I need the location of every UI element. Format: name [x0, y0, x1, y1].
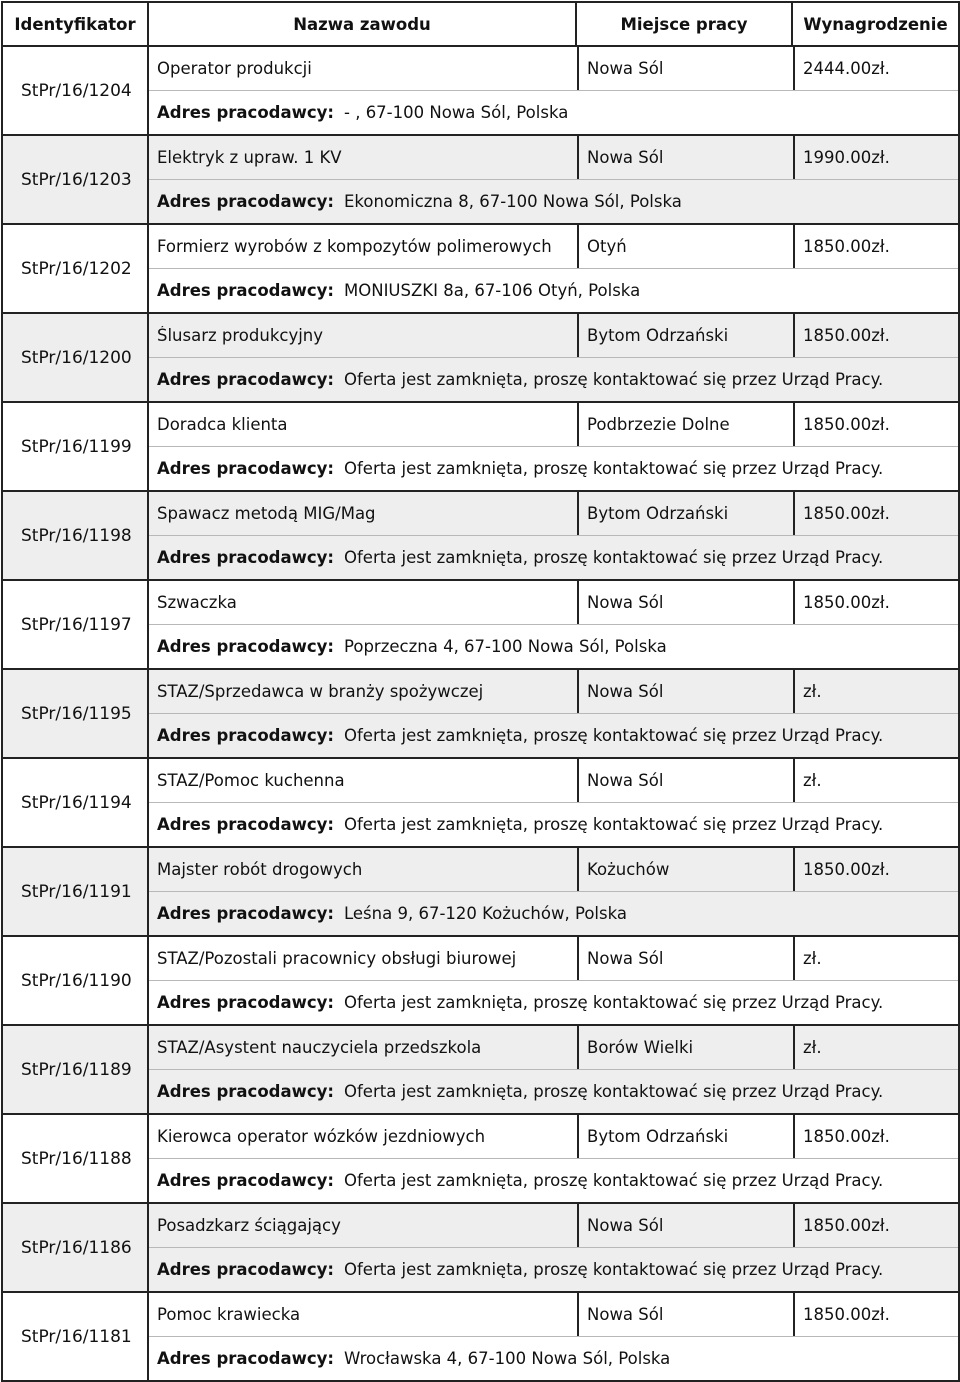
offer-address-line — [149, 1159, 958, 1202]
job-name: Operator produkcji — [157, 59, 312, 78]
address-label: Adres pracodawcy: — [157, 1082, 334, 1101]
job-name: Formierz wyrobów z kompozytów polimerowych — [157, 237, 552, 256]
offer-details — [148, 669, 959, 758]
offer-id: StPr/16/1204 — [2, 46, 148, 135]
table-row — [2, 669, 959, 758]
job-pay: zł. — [793, 937, 822, 980]
offer-main-line — [149, 1026, 958, 1070]
address-label: Adres pracodawcy: — [157, 1349, 334, 1368]
offer-details — [148, 1292, 959, 1381]
offer-main-line — [149, 47, 958, 91]
address-label: Adres pracodawcy: — [157, 281, 334, 300]
job-pay: 1850.00zł. — [793, 492, 890, 535]
job-name: Elektryk z upraw. 1 KV — [157, 148, 342, 167]
offer-details — [148, 580, 959, 669]
job-place: Borów Wielki — [577, 1026, 793, 1069]
job-place: Bytom Odrzański — [577, 492, 793, 535]
employer-address: Oferta jest zamknięta, proszę kontaktować się przez Urząd Pracy. — [344, 548, 884, 567]
offer-address-line — [149, 447, 958, 490]
header-job: Nazwa zawodu — [148, 2, 576, 46]
employer-address: Oferta jest zamknięta, proszę kontaktować się przez Urząd Pracy. — [344, 726, 884, 745]
header-pay: Wynagrodzenie — [792, 2, 959, 46]
offer-main-line — [149, 1293, 958, 1337]
job-place: Nowa Sól — [577, 1293, 793, 1336]
job-name: Ślusarz produkcyjny — [157, 326, 324, 345]
offer-id: StPr/16/1203 — [2, 135, 148, 224]
employer-address: Ekonomiczna 8, 67-100 Nowa Sól, Polska — [344, 192, 682, 211]
table-row — [2, 402, 959, 491]
address-label: Adres pracodawcy: — [157, 1171, 334, 1190]
table-row — [2, 1114, 959, 1203]
job-place: Bytom Odrzański — [577, 314, 793, 357]
offer-details — [148, 1025, 959, 1114]
address-label: Adres pracodawcy: — [157, 103, 334, 122]
address-label: Adres pracodawcy: — [157, 370, 334, 389]
offer-address-line — [149, 269, 958, 312]
offer-main-line — [149, 581, 958, 625]
address-label: Adres pracodawcy: — [157, 904, 334, 923]
table-row — [2, 1203, 959, 1292]
job-place: Otyń — [577, 225, 793, 268]
job-pay: 1850.00zł. — [793, 225, 890, 268]
offer-address-line — [149, 892, 958, 935]
job-pay: 2444.00zł. — [793, 47, 890, 90]
table-row — [2, 46, 959, 135]
job-pay: zł. — [793, 759, 822, 802]
header-id: Identyfikator — [2, 2, 148, 46]
offer-id: StPr/16/1200 — [2, 313, 148, 402]
offer-id: StPr/16/1197 — [2, 580, 148, 669]
job-name: STAZ/Pozostali pracownicy obsługi biurowej — [157, 949, 517, 968]
job-name: Majster robót drogowych — [157, 860, 363, 879]
job-name: Kierowca operator wózków jezdniowych — [157, 1127, 486, 1146]
offer-address-line — [149, 803, 958, 846]
offer-address-line — [149, 358, 958, 401]
address-label: Adres pracodawcy: — [157, 993, 334, 1012]
offer-address-line — [149, 1070, 958, 1113]
employer-address: Oferta jest zamknięta, proszę kontaktować się przez Urząd Pracy. — [344, 815, 884, 834]
job-pay: 1990.00zł. — [793, 136, 890, 179]
offer-details — [148, 224, 959, 313]
job-place: Podbrzezie Dolne — [577, 403, 793, 446]
job-place: Bytom Odrzański — [577, 1115, 793, 1158]
offer-details — [148, 936, 959, 1025]
address-label: Adres pracodawcy: — [157, 1260, 334, 1279]
offer-main-line — [149, 314, 958, 358]
table-row — [2, 580, 959, 669]
offer-id: StPr/16/1202 — [2, 224, 148, 313]
employer-address: Oferta jest zamknięta, proszę kontaktować się przez Urząd Pracy. — [344, 459, 884, 478]
job-name: STAZ/Pomoc kuchenna — [157, 771, 345, 790]
job-name: Spawacz metodą MIG/Mag — [157, 504, 376, 523]
offer-details — [148, 46, 959, 135]
offer-id: StPr/16/1199 — [2, 402, 148, 491]
offer-id: StPr/16/1186 — [2, 1203, 148, 1292]
offer-address-line — [149, 536, 958, 579]
job-place: Nowa Sól — [577, 670, 793, 713]
address-label: Adres pracodawcy: — [157, 459, 334, 478]
offer-main-line — [149, 1204, 958, 1248]
offer-details — [148, 313, 959, 402]
employer-address: Oferta jest zamknięta, proszę kontaktować się przez Urząd Pracy. — [344, 370, 884, 389]
employer-address: Leśna 9, 67-120 Kożuchów, Polska — [344, 904, 627, 923]
offer-id: StPr/16/1191 — [2, 847, 148, 936]
offer-id: StPr/16/1195 — [2, 669, 148, 758]
header-place: Miejsce pracy — [576, 2, 792, 46]
offer-details — [148, 1114, 959, 1203]
job-name: STAZ/Sprzedawca w branży spożywczej — [157, 682, 484, 701]
offer-address-line — [149, 1248, 958, 1291]
job-name: STAZ/Asystent nauczyciela przedszkola — [157, 1038, 482, 1057]
job-place: Nowa Sól — [577, 937, 793, 980]
job-pay: 1850.00zł. — [793, 848, 890, 891]
job-pay: zł. — [793, 670, 822, 713]
job-pay: 1850.00zł. — [793, 581, 890, 624]
table-row — [2, 224, 959, 313]
offer-main-line — [149, 937, 958, 981]
offer-details — [148, 758, 959, 847]
table-row — [2, 313, 959, 402]
offer-details — [148, 847, 959, 936]
employer-address: Oferta jest zamknięta, proszę kontaktować się przez Urząd Pracy. — [344, 1171, 884, 1190]
offer-address-line — [149, 180, 958, 223]
employer-address: - , 67-100 Nowa Sól, Polska — [344, 103, 569, 122]
job-place: Nowa Sól — [577, 136, 793, 179]
job-pay: 1850.00zł. — [793, 1115, 890, 1158]
offer-address-line — [149, 714, 958, 757]
offer-id: StPr/16/1189 — [2, 1025, 148, 1114]
job-pay: zł. — [793, 1026, 822, 1069]
employer-address: Wrocławska 4, 67-100 Nowa Sól, Polska — [344, 1349, 671, 1368]
job-name: Pomoc krawiecka — [157, 1305, 301, 1324]
offer-main-line — [149, 403, 958, 447]
employer-address: Poprzeczna 4, 67-100 Nowa Sól, Polska — [344, 637, 667, 656]
offer-main-line — [149, 670, 958, 714]
employer-address: Oferta jest zamknięta, proszę kontaktować się przez Urząd Pracy. — [344, 1260, 884, 1279]
offer-id: StPr/16/1188 — [2, 1114, 148, 1203]
job-place: Nowa Sól — [577, 759, 793, 802]
offer-address-line — [149, 1337, 958, 1380]
job-place: Nowa Sól — [577, 1204, 793, 1247]
offer-main-line — [149, 225, 958, 269]
job-pay: 1850.00zł. — [793, 1204, 890, 1247]
job-place: Kożuchów — [577, 848, 793, 891]
offer-details — [148, 402, 959, 491]
offer-address-line — [149, 981, 958, 1024]
offer-address-line — [149, 625, 958, 668]
table-row — [2, 847, 959, 936]
table-row — [2, 491, 959, 580]
address-label: Adres pracodawcy: — [157, 548, 334, 567]
offer-main-line — [149, 759, 958, 803]
job-place: Nowa Sól — [577, 47, 793, 90]
offer-main-line — [149, 492, 958, 536]
table-row — [2, 936, 959, 1025]
offer-details — [148, 1203, 959, 1292]
job-offers-table — [1, 1, 960, 1382]
job-name: Doradca klienta — [157, 415, 288, 434]
table-row — [2, 758, 959, 847]
offer-id: StPr/16/1198 — [2, 491, 148, 580]
header-row — [2, 2, 959, 46]
offer-details — [148, 135, 959, 224]
address-label: Adres pracodawcy: — [157, 726, 334, 745]
offer-id: StPr/16/1181 — [2, 1292, 148, 1381]
employer-address: Oferta jest zamknięta, proszę kontaktować się przez Urząd Pracy. — [344, 993, 884, 1012]
offer-main-line — [149, 1115, 958, 1159]
address-label: Adres pracodawcy: — [157, 815, 334, 834]
offer-main-line — [149, 848, 958, 892]
job-name: Szwaczka — [157, 593, 237, 612]
offer-address-line — [149, 91, 958, 134]
table-row — [2, 135, 959, 224]
job-place: Nowa Sól — [577, 581, 793, 624]
job-name: Posadzkarz ściągający — [157, 1216, 341, 1235]
job-pay: 1850.00zł. — [793, 1293, 890, 1336]
offer-id: StPr/16/1194 — [2, 758, 148, 847]
job-pay: 1850.00zł. — [793, 314, 890, 357]
offer-details — [148, 491, 959, 580]
address-label: Adres pracodawcy: — [157, 637, 334, 656]
table-row — [2, 1292, 959, 1381]
job-pay: 1850.00zł. — [793, 403, 890, 446]
address-label: Adres pracodawcy: — [157, 192, 334, 211]
table-row — [2, 1025, 959, 1114]
employer-address: Oferta jest zamknięta, proszę kontaktować się przez Urząd Pracy. — [344, 1082, 884, 1101]
offer-id: StPr/16/1190 — [2, 936, 148, 1025]
offer-main-line — [149, 136, 958, 180]
employer-address: MONIUSZKI 8a, 67-106 Otyń, Polska — [344, 281, 641, 300]
